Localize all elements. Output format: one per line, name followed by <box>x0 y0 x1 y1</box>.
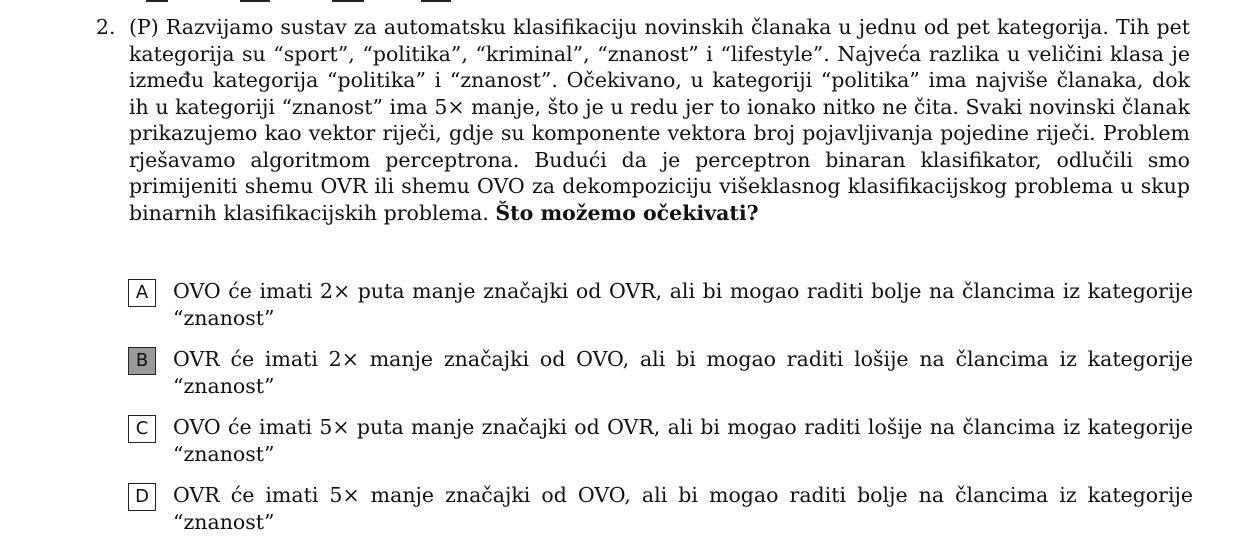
option-c[interactable] <box>128 414 1194 468</box>
option-a[interactable] <box>128 278 1194 332</box>
option-d-text: OVR će imati 5× manje značajki od OVO, ali bi mogao raditi bolje na člancima iz kategorije “znanost” <box>173 483 1193 534</box>
top-mark <box>146 0 168 2</box>
top-mark <box>421 0 451 2</box>
option-a-checkbox[interactable]: A <box>128 279 156 307</box>
option-b-checkbox[interactable]: B <box>128 347 156 375</box>
option-c-checkbox[interactable]: C <box>128 415 156 443</box>
option-d[interactable] <box>128 482 1194 536</box>
question-number: 2. <box>96 15 116 39</box>
option-b[interactable] <box>128 346 1194 400</box>
top-mark <box>240 0 270 2</box>
question-text <box>129 14 1190 226</box>
option-c-text: OVO će imati 5× puta manje značajki od OVR, ali bi mogao raditi lošije na člancima iz kategorije “znanost” <box>173 415 1193 466</box>
top-mark <box>332 0 364 2</box>
answer-options <box>128 278 1194 550</box>
question-body: (P) Razvijamo sustav za automatsku klasifikaciju novinskih članaka u jednu od pet kategorija. Tih pet kategorija su “sport”, “politika”, “kriminal”, “znanost” i “lifestyle”. Najveća razlika u veličini klasa je između kategorija “politika” i “znanost”. Očekivano, u kategoriji “politika” ima najviše članaka, dok ih u kategoriji “znanost” ima 5× manje, što je u redu jer to ionako nitko ne čita. Svaki novinski članak prikazujemo kao vektor riječi, gdje su komponente vektora broj pojavljivanja pojedine riječi. Problem rješavamo algoritmom perceptrona. Budući da je perceptron binaran klasifikator, odlučili smo primijeniti shemu OVR ili shemu OVO za dekompoziciju višeklasnog klasifikacijskog problema u skup binarnih klasifikacijskih problema. <box>129 15 1190 225</box>
question-prompt: Što možemo očekivati? <box>495 200 759 225</box>
option-b-text: OVR će imati 2× manje značajki od OVO, ali bi mogao raditi lošije na člancima iz kategorije “znanost” <box>173 347 1193 398</box>
option-a-text: OVO će imati 2× puta manje značajki od OVR, ali bi mogao raditi bolje na člancima iz kategorije “znanost” <box>173 279 1193 330</box>
top-edge-marks <box>0 0 1242 4</box>
option-d-checkbox[interactable]: D <box>128 483 156 511</box>
